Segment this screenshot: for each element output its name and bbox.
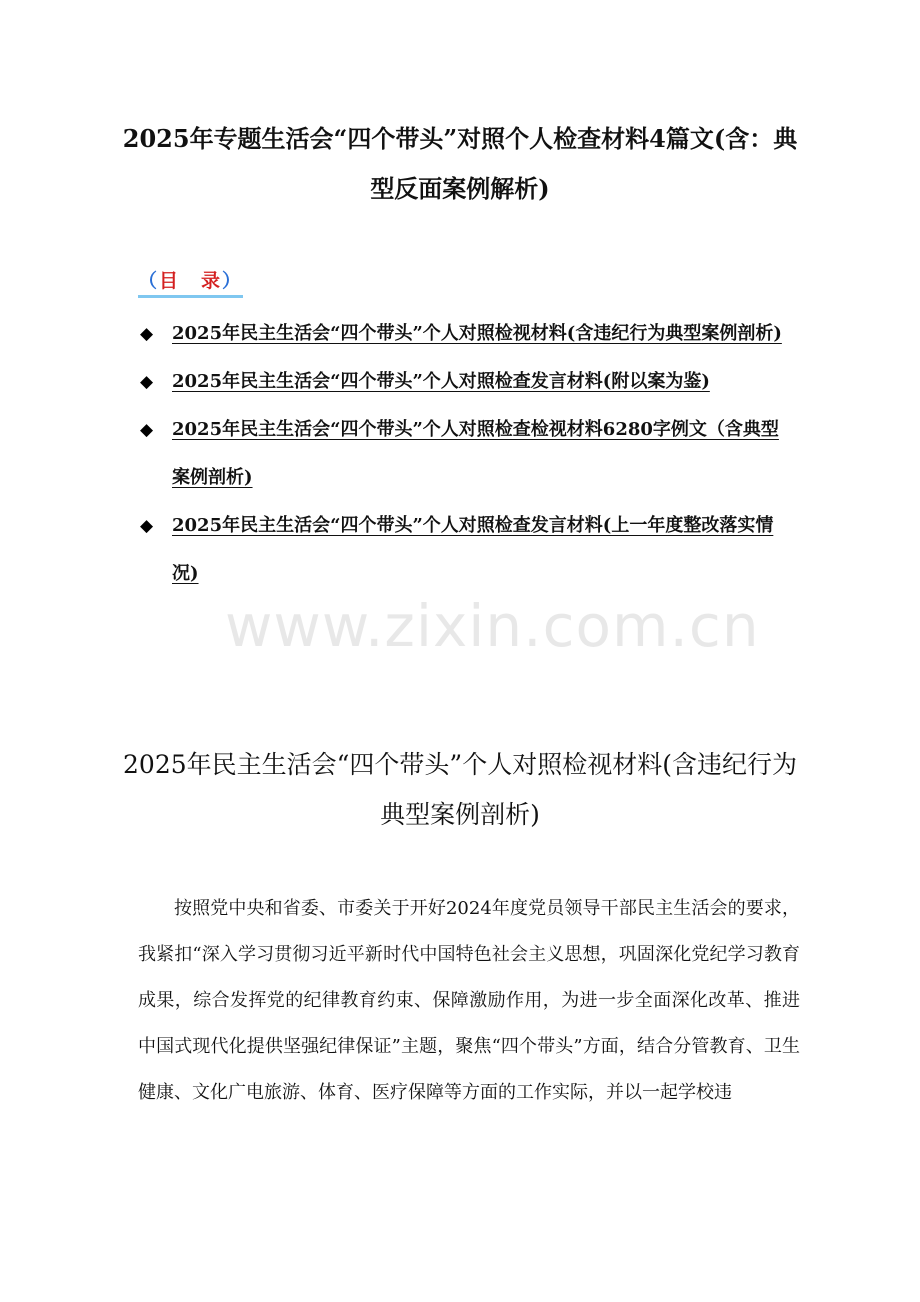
document-title: 2025年专题生活会“四个带头”对照个人检查材料4篇文(含：典型反面案例解析)	[122, 124, 798, 203]
toc-item	[138, 502, 788, 598]
toc-item	[138, 406, 788, 502]
watermark: www.zixin.com.cn	[225, 592, 760, 660]
diamond-bullet-icon: ◆	[140, 324, 154, 344]
toc-list	[138, 310, 788, 598]
toc-link-4[interactable]: 2025年民主生活会“四个带头”个人对照检查发言材料(上一年度整改落实情况)	[172, 515, 774, 584]
toc-heading-open: （	[138, 270, 160, 292]
toc-link-3[interactable]: 2025年民主生活会“四个带头”个人对照检查检视材料6280字例文（含典型案例剖析)	[172, 419, 779, 488]
toc-item	[138, 310, 788, 358]
section-title: 2025年民主生活会“四个带头”个人对照检视材料(含违纪行为典型案例剖析)	[123, 750, 797, 829]
body-paragraph: 按照党中央和省委、市委关于开好2024年度党员领导干部民主生活会的要求，我紧扣“深入学习贯彻习近平新时代中国特色社会主义思想，巩固深化党纪学习教育成果，综合发挥党的纪律教育约束、保障激励作用，为进一步全面深化改革、推进中国式现代化提供坚强纪律保证”主题，聚焦“四个带头”方面，结合分管教育、卫生健康、文化广电旅游、体育、医疗保障等方面的工作实际，并以一起学校违	[138, 898, 800, 1103]
toc-heading-text: 目 录	[159, 270, 223, 292]
diamond-bullet-icon: ◆	[140, 420, 154, 440]
toc-heading-close: ）	[222, 270, 244, 292]
toc-item	[138, 358, 788, 406]
toc-link-2[interactable]: 2025年民主生活会“四个带头”个人对照检查发言材料(附以案为鉴)	[172, 371, 710, 392]
toc-heading	[138, 266, 243, 298]
diamond-bullet-icon: ◆	[140, 516, 154, 536]
toc-link-1[interactable]: 2025年民主生活会“四个带头”个人对照检视材料(含违纪行为典型案例剖析)	[172, 323, 782, 344]
diamond-bullet-icon: ◆	[140, 372, 154, 392]
